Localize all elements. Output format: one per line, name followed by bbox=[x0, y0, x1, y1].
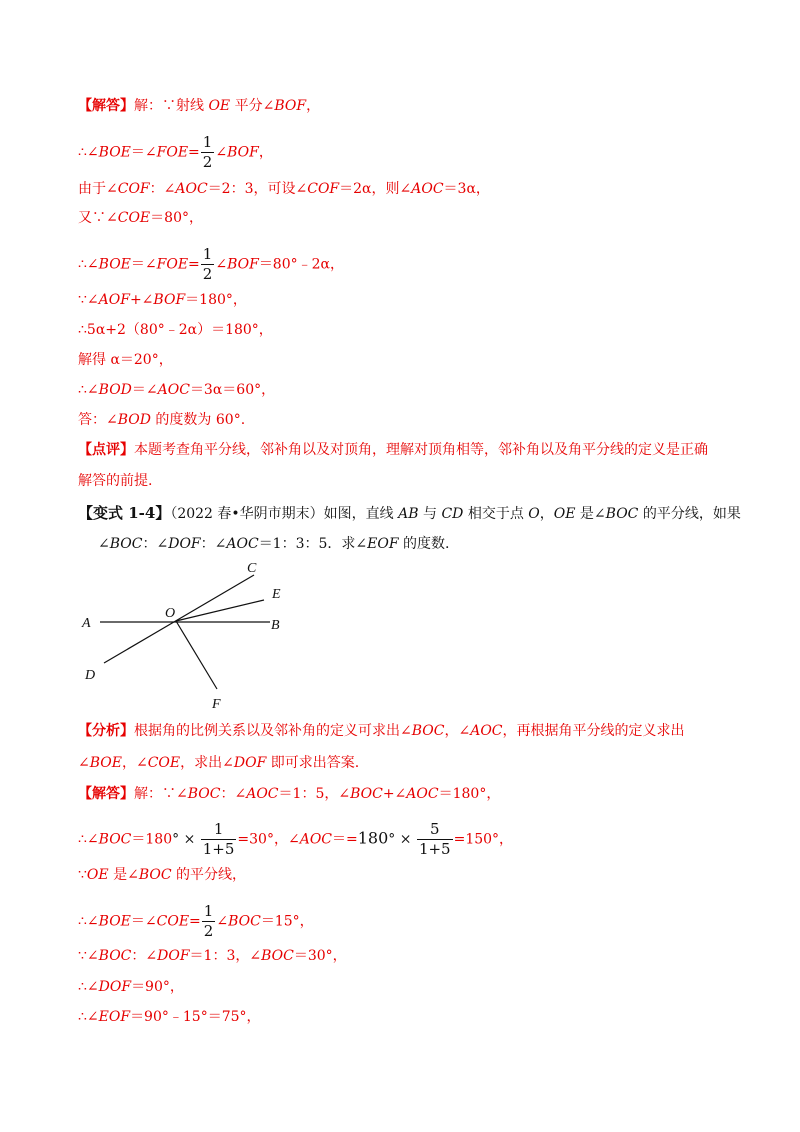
frac-den: 2 bbox=[202, 265, 213, 283]
answer-line-3 bbox=[78, 179, 490, 199]
text: ，求出∠ bbox=[180, 755, 234, 771]
answer-line-6 bbox=[78, 290, 247, 310]
var: BOF bbox=[227, 256, 259, 273]
var: OE bbox=[208, 98, 231, 114]
text: ∠ bbox=[215, 144, 228, 161]
text: = bbox=[188, 256, 200, 273]
text: 由于∠ bbox=[78, 181, 118, 197]
answer-line-5 bbox=[78, 247, 344, 282]
var: COE bbox=[117, 210, 151, 226]
text: 的度数为 60°. bbox=[150, 412, 246, 428]
text: +∠ bbox=[382, 786, 407, 802]
text: 本题考查角平分线，邻补角以及对顶角，理解对顶角相等，邻补角以及角平分线的定义是正确 bbox=[134, 442, 708, 458]
label-o: O bbox=[165, 606, 176, 621]
var: CD bbox=[441, 506, 464, 522]
times-sign: × bbox=[395, 831, 416, 848]
text: （2022 春•华阴市期末）如图，直线 bbox=[170, 506, 399, 522]
comment-line-2 bbox=[78, 471, 152, 491]
text: = bbox=[189, 913, 201, 930]
answer-line-7 bbox=[78, 320, 273, 340]
text: ∴∠ bbox=[78, 256, 99, 273]
var: COF bbox=[117, 181, 150, 197]
var: BOD bbox=[98, 382, 132, 398]
text: 解答的前提. bbox=[78, 473, 153, 489]
fraction-half bbox=[202, 904, 216, 939]
var: FOE bbox=[156, 256, 189, 273]
answer-tag: 【解答】 bbox=[78, 786, 134, 802]
ray-oe bbox=[176, 600, 264, 621]
text: 是∠ bbox=[575, 506, 606, 522]
var: BOC bbox=[261, 948, 294, 964]
var: O bbox=[528, 506, 540, 522]
comment-line-1 bbox=[78, 440, 708, 460]
text: ∠ bbox=[215, 256, 228, 273]
answer2-line-5 bbox=[78, 946, 347, 966]
var: BOC bbox=[605, 506, 639, 522]
text: ＝80°﹣2α， bbox=[258, 256, 344, 273]
text: ∴∠ bbox=[78, 979, 99, 995]
text: ＝= bbox=[332, 831, 358, 848]
frac-den: 2 bbox=[203, 922, 214, 940]
text: 解：∵射线 bbox=[134, 98, 209, 114]
var: EOF bbox=[367, 536, 399, 552]
var: BOC bbox=[411, 723, 445, 739]
text: ＝180 bbox=[131, 831, 173, 848]
var: AOF bbox=[98, 292, 130, 308]
degree-sign: ° bbox=[388, 831, 396, 848]
text: ＝90°﹣15°＝75°， bbox=[130, 1009, 261, 1025]
answer-line-2 bbox=[78, 135, 273, 170]
text: ＝1：3：5．求∠ bbox=[258, 536, 368, 552]
frac-den: 1+5 bbox=[418, 840, 451, 858]
fraction-one-sixth bbox=[201, 822, 237, 857]
label-e: E bbox=[272, 587, 281, 602]
var: FOE bbox=[156, 144, 189, 161]
answer-line-4 bbox=[78, 208, 203, 228]
var: BOC bbox=[109, 536, 143, 552]
var: AOC bbox=[175, 181, 208, 197]
var: BOC bbox=[187, 786, 221, 802]
label-b: B bbox=[271, 618, 280, 633]
text: ∴∠ bbox=[78, 913, 99, 930]
variant-question-line-2 bbox=[98, 534, 449, 554]
text: ＝∠ bbox=[130, 256, 157, 273]
geometry-figure bbox=[70, 555, 310, 715]
var: AB bbox=[398, 506, 419, 522]
var: DOF bbox=[168, 536, 201, 552]
variant-tag: 【变式 1-4】 bbox=[78, 504, 171, 522]
frac-num: 5 bbox=[429, 820, 440, 838]
text: 是∠ bbox=[108, 867, 139, 883]
var: BOE bbox=[98, 144, 131, 161]
var: BOF bbox=[153, 292, 186, 308]
answer-line-8 bbox=[78, 350, 173, 370]
text: ，再根据角平分线的定义求出 bbox=[502, 723, 685, 739]
text: 根据角的比例关系以及邻补角的定义可求出∠ bbox=[134, 723, 412, 739]
var: COE bbox=[147, 755, 181, 771]
var: AOC bbox=[157, 382, 190, 398]
degree-sign: ° bbox=[172, 831, 180, 848]
ray-of bbox=[176, 621, 217, 689]
text: ：∠ bbox=[131, 948, 158, 964]
text: 的平分线， bbox=[171, 867, 247, 883]
answer-line-1 bbox=[78, 96, 320, 116]
frac-den: 1+5 bbox=[202, 840, 235, 858]
text: 180 bbox=[357, 828, 389, 848]
text: ∠ bbox=[98, 536, 110, 552]
label-c: C bbox=[247, 561, 257, 576]
var: DOF bbox=[233, 755, 267, 771]
text: ， bbox=[539, 506, 554, 522]
text: ＝1：5，∠ bbox=[278, 786, 351, 802]
var: BOC bbox=[98, 948, 132, 964]
label-a: A bbox=[82, 616, 91, 631]
var: OE bbox=[553, 506, 576, 522]
text: ：∠ bbox=[200, 536, 227, 552]
text: ∵∠ bbox=[78, 948, 99, 964]
frac-num: 1 bbox=[202, 245, 213, 263]
var: AOC bbox=[299, 831, 333, 848]
answer-line-9 bbox=[78, 380, 275, 400]
text: ＝90°， bbox=[131, 979, 184, 995]
fraction-half bbox=[201, 135, 215, 170]
label-f: F bbox=[212, 697, 221, 712]
text: ＝3α＝60°， bbox=[189, 382, 276, 398]
answer-tag: 【解答】 bbox=[78, 98, 134, 114]
var: BOD bbox=[117, 412, 151, 428]
text: 的平分线，如果 bbox=[638, 506, 741, 522]
text: 答：∠ bbox=[78, 412, 118, 428]
text: 解：∵∠ bbox=[134, 786, 188, 802]
text: ＝30°， bbox=[293, 948, 347, 964]
var: BOF bbox=[274, 98, 307, 114]
analysis-line-2 bbox=[78, 753, 359, 773]
var: AOC bbox=[470, 723, 503, 739]
text: 相交于点 bbox=[463, 506, 529, 522]
text: 与 bbox=[418, 506, 442, 522]
text: ＝15°， bbox=[260, 913, 314, 930]
text: ＝180°， bbox=[438, 786, 501, 802]
text: ∠ bbox=[216, 913, 229, 930]
variant-question-line-1 bbox=[78, 503, 741, 524]
text: ：∠ bbox=[142, 536, 169, 552]
text: 解得 α＝20°， bbox=[78, 352, 173, 368]
text: ＝80°， bbox=[150, 210, 203, 226]
answer2-line-2 bbox=[78, 822, 513, 857]
var: AOC bbox=[406, 786, 439, 802]
line-cd bbox=[104, 575, 254, 663]
text: ∵∠ bbox=[78, 292, 99, 308]
var: BOE bbox=[98, 256, 131, 273]
answer2-line-3 bbox=[78, 865, 246, 885]
text: =30°，∠ bbox=[237, 831, 300, 848]
var: COE bbox=[156, 913, 190, 930]
text: 又∵∠ bbox=[78, 210, 118, 226]
var: DOF bbox=[157, 948, 190, 964]
text: ∴∠ bbox=[78, 1009, 99, 1025]
answer2-line-4 bbox=[78, 904, 314, 939]
fraction-half bbox=[201, 247, 215, 282]
text: ∵ bbox=[78, 867, 87, 883]
text: ∠ bbox=[78, 755, 90, 771]
var: BOE bbox=[98, 913, 131, 930]
text: ，∠ bbox=[444, 723, 471, 739]
frac-num: 1 bbox=[213, 820, 224, 838]
text: =150°， bbox=[453, 831, 514, 848]
frac-num: 1 bbox=[203, 902, 214, 920]
var: AOC bbox=[226, 536, 259, 552]
var: AOC bbox=[246, 786, 279, 802]
frac-den: 2 bbox=[202, 153, 213, 171]
var: BOC bbox=[228, 913, 261, 930]
text: ， bbox=[306, 98, 321, 114]
text: ＝∠ bbox=[130, 144, 157, 161]
text: = bbox=[188, 144, 200, 161]
var: DOF bbox=[98, 979, 132, 995]
answer2-line-1 bbox=[78, 784, 500, 804]
text: 即可求出答案. bbox=[266, 755, 360, 771]
var: BOE bbox=[89, 755, 122, 771]
text: ：∠ bbox=[149, 181, 176, 197]
text: ∴∠ bbox=[78, 382, 99, 398]
times-sign: × bbox=[179, 831, 200, 848]
analysis-tag: 【分析】 bbox=[78, 723, 134, 739]
text: ，∠ bbox=[121, 755, 148, 771]
text: ＝∠ bbox=[130, 913, 157, 930]
var: EOF bbox=[98, 1009, 131, 1025]
var: OE bbox=[86, 867, 109, 883]
text: ＝1：3，∠ bbox=[189, 948, 262, 964]
var: BOC bbox=[98, 831, 132, 848]
text: 的度数. bbox=[398, 536, 450, 552]
text: ＝2α，则∠ bbox=[339, 181, 412, 197]
text: ：∠ bbox=[220, 786, 247, 802]
var: AOC bbox=[411, 181, 444, 197]
text: 平分∠ bbox=[230, 98, 275, 114]
var: BOF bbox=[227, 144, 259, 161]
text: ＝∠ bbox=[131, 382, 158, 398]
label-d: D bbox=[85, 668, 96, 683]
comment-tag: 【点评】 bbox=[78, 442, 134, 458]
fraction-five-sixths bbox=[417, 822, 453, 857]
analysis-line-1 bbox=[78, 721, 685, 741]
text: ＝3α， bbox=[443, 181, 490, 197]
text: ＝180°， bbox=[185, 292, 247, 308]
text: ∴∠ bbox=[78, 144, 99, 161]
var: BOC bbox=[138, 867, 172, 883]
text: ∴∠ bbox=[78, 831, 99, 848]
var: BOC bbox=[350, 786, 383, 802]
answer-line-10 bbox=[78, 410, 245, 430]
var: COF bbox=[307, 181, 340, 197]
text: ＝2：3，可设∠ bbox=[207, 181, 308, 197]
answer2-line-7 bbox=[78, 1007, 261, 1027]
text: +∠ bbox=[129, 292, 154, 308]
text: ， bbox=[258, 144, 273, 161]
answer2-line-6 bbox=[78, 977, 184, 997]
frac-num: 1 bbox=[202, 133, 213, 151]
text: ∴5α+2（80°﹣2α）＝180°， bbox=[78, 322, 273, 338]
